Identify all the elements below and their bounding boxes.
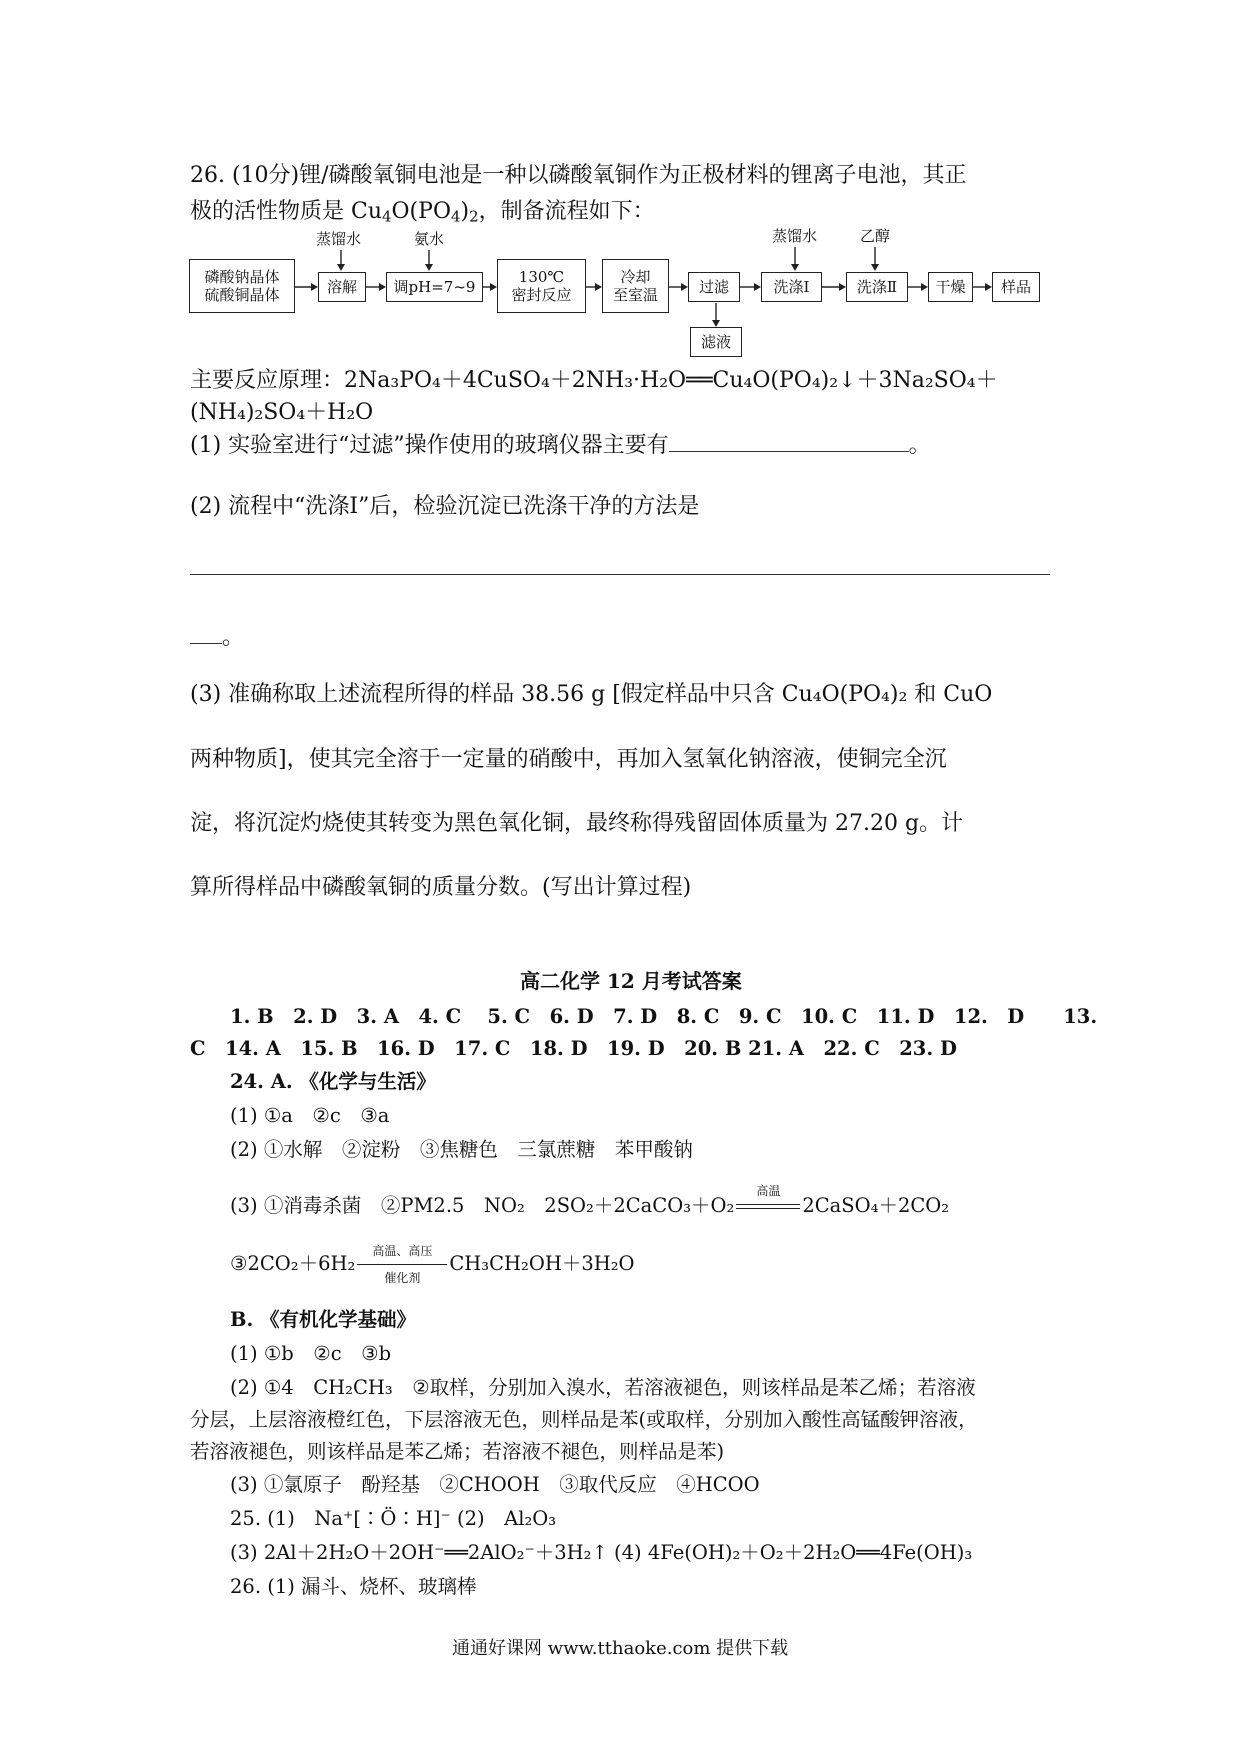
- flow-input-ethanol: 乙醇: [860, 227, 891, 245]
- q26-part2: (2) 流程中“洗涤Ⅰ”后，检验沉淀已洗涤干净的方法是: [190, 494, 700, 519]
- answer-b-2-line3: 若溶液褪色，则该样品是苯乙烯；若溶液不褪色，则样品是苯): [190, 1440, 725, 1463]
- answer-blank-1[interactable]: [669, 433, 909, 452]
- equation-condition-arrow: [736, 1184, 800, 1209]
- answer-b-1: (1) ①b ②c ③b: [230, 1342, 392, 1365]
- answer-blank-2-tail[interactable]: [190, 629, 222, 644]
- answer-b-2-line2: 分层，上层溶液橙红色，下层溶液无色，则样品是苯(或取样，分别加入酸性高锰酸钾溶液，: [190, 1408, 978, 1431]
- flow-input-water-1: 蒸馏水: [316, 230, 362, 248]
- answer-b-2-line1: (2) ①4 CH₂CH₃ ②取样，分别加入溴水，若溶液褪色，则该样品是苯乙烯；若溶液: [230, 1376, 976, 1399]
- q26-part1: (1) 实验室进行“过滤”操作使用的玻璃仪器主要有 。: [190, 433, 931, 458]
- flow-step-cool: 冷却 至室温: [602, 259, 669, 313]
- flow-step-wash-1: 洗涤Ⅰ: [761, 272, 822, 302]
- flow-step-sample: 样品: [992, 272, 1040, 302]
- answer-25-2: (3) 2Al＋2H₂O＋2OH⁻══2AlO₂⁻＋3H₂↑ (4) 4Fe(OH)₂＋O₂＋2H₂O══4Fe(OH)₃: [230, 1541, 973, 1564]
- flow-filtrate: 滤液: [690, 327, 742, 357]
- equation-condition-top: 高温、高压: [372, 1243, 433, 1258]
- answer-24-3: (3) ①消毒杀菌 ②PM2.5 NO₂ 2SO₂＋2CaCO₃＋O₂ 高温 2CaSO₄＋2CO₂: [230, 1184, 950, 1217]
- answer-b-3: (3) ①氯原子 酚羟基 ②CHOOH ③取代反应 ④HCOO: [230, 1473, 760, 1496]
- reaction-line2: (NH₄)₂SO₄＋H₂O: [190, 400, 374, 425]
- flow-step-dissolve: 溶解: [318, 272, 366, 302]
- answer-b-heading: B. 《有机化学基础》: [230, 1308, 417, 1331]
- answers-row1: 1. B 2. D 3. A 4. C 5. C 6. D 7. D 8. C 9. C 10. C 11. D 12. D 13.: [230, 1005, 1098, 1028]
- answer-24-4: ③2CO₂＋6H₂ 高温、高压 催化剂 CH₃CH₂OH＋3H₂O: [230, 1243, 635, 1285]
- q26-part3-line4: 算所得样品中磷酸氧铜的质量分数。(写出计算过程): [190, 875, 692, 900]
- q26-line2: 极的活性物质是 $Cu_4O(PO_4)_2$，制备流程如下：: [190, 199, 655, 226]
- flow-start-box: 磷酸钠晶体 硫酸铜晶体: [189, 259, 295, 313]
- flow-step-sealed-reaction: 130℃ 密封反应: [497, 259, 586, 313]
- answers-row2: C 14. A 15. B 16. D 17. C 18. D 19. D 20. B 21. A 22. C 23. D: [190, 1037, 957, 1060]
- flow-step-dry: 干燥: [928, 272, 973, 302]
- answer-24-1: (1) ①a ②c ③a: [230, 1104, 390, 1127]
- q26-part3-line2: 两种物质]，使其完全溶于一定量的硝酸中，再加入氢氧化钠溶液，使铜完全沉: [190, 747, 947, 772]
- flow-step-wash-2: 洗涤Ⅱ: [846, 272, 908, 302]
- answer-26: 26. (1) 漏斗、烧杯、玻璃棒: [230, 1575, 477, 1598]
- footer-download-note: 通通好课网 www.tthaoke.com 提供下载: [452, 1638, 789, 1659]
- answer-25-1: 25. (1) Na⁺[∶Ö∶H]⁻ (2) Al₂O₃: [230, 1507, 557, 1530]
- flow-step-filter: 过滤: [688, 272, 740, 302]
- answer-24-heading: 24. A. 《化学与生活》: [230, 1070, 436, 1093]
- equation-condition-arrow-2: [357, 1243, 447, 1285]
- answers-title: 高二化学 12 月考试答案: [520, 969, 742, 993]
- q26-part2-end: 。: [190, 620, 244, 651]
- equation-condition: 高温: [756, 1184, 781, 1198]
- q26-part3-line3: 淀，将沉淀灼烧使其转变为黑色氧化铜，最终称得残留固体质量为 27.20 g。计: [190, 811, 964, 836]
- equation-condition-bottom: 催化剂: [384, 1270, 421, 1285]
- answer-blank-2[interactable]: [190, 574, 1050, 575]
- flow-input-ammonia: 氨水: [414, 230, 445, 248]
- flow-input-water-2: 蒸馏水: [772, 227, 818, 245]
- reaction-line1: 主要反应原理：2Na₃PO₄＋4CuSO₄＋2NH₃·H₂O══Cu₄O(PO₄)₂↓＋3Na₂SO₄＋: [190, 368, 998, 393]
- answer-24-2: (2) ①水解 ②淀粉 ③焦糖色 三氯蔗糖 苯甲酸钠: [230, 1138, 693, 1161]
- q26-part3-line1: (3) 准确称取上述流程所得的样品 38.56 g [假定样品中只含 Cu₄O(PO₄)₂ 和 CuO: [190, 682, 993, 707]
- flow-step-adjust-ph: 调pH=7~9: [386, 272, 483, 302]
- q26-line1: 26. (10分)锂/磷酸氧铜电池是一种以磷酸氧铜作为正极材料的锂离子电池，其正: [190, 163, 967, 188]
